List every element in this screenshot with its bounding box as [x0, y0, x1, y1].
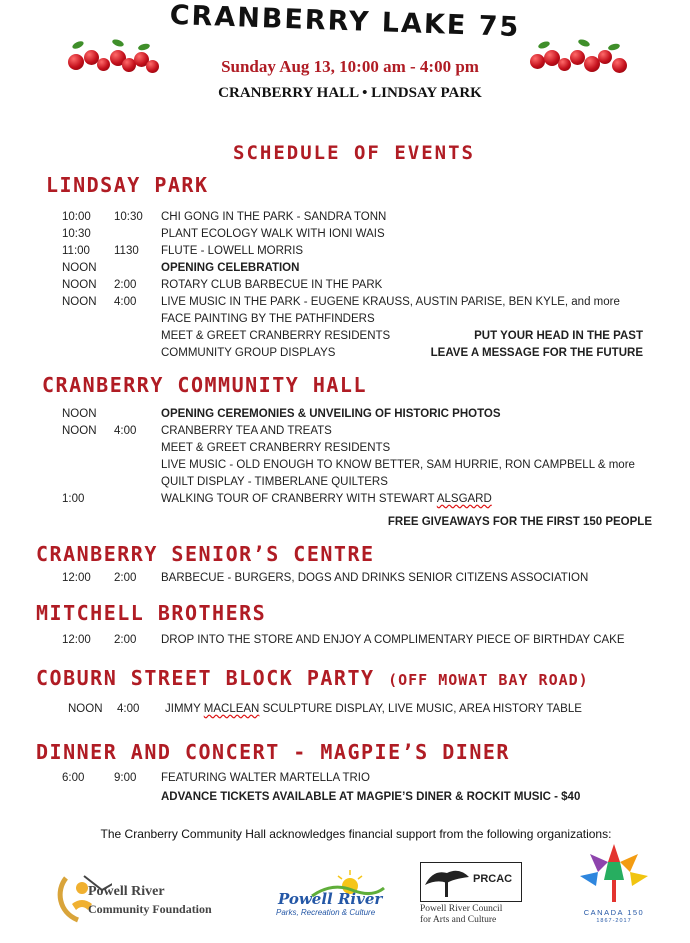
prpr-logo: [272, 868, 390, 920]
event-text: [165, 701, 582, 718]
time-end: 4:00: [117, 703, 140, 715]
event-text: ROTARY CLUB BARBECUE IN THE PARK: [161, 279, 383, 291]
time-end: 2:00: [114, 572, 137, 584]
giveaway-note: FREE GIVEAWAYS FOR THE FIRST 150 PEOPLE: [387, 516, 652, 528]
event-text: COMMUNITY GROUP DISPLAYS: [161, 347, 336, 359]
prcf-logo: [52, 866, 252, 926]
event-text-suffix: SCULPTURE DISPLAY, LIVE MUSIC, AREA HISTORY TABLE: [259, 703, 582, 715]
time-start: NOON: [62, 425, 97, 437]
schedule-row: [0, 226, 690, 243]
canada-150-name: CANADA 150: [583, 908, 645, 917]
schedule-row: [0, 491, 690, 508]
event-venue: CRANBERRY HALL • LINDSAY PARK: [218, 85, 482, 101]
prcac-tree-icon: [423, 865, 473, 899]
side-note: PUT YOUR HEAD IN THE PAST: [474, 330, 643, 342]
time-start: 12:00: [62, 634, 91, 646]
schedule-row: [0, 423, 690, 440]
schedule-row: [0, 328, 690, 345]
schedule-row: [0, 209, 690, 226]
side-note: LEAVE A MESSAGE FOR THE FUTURE: [430, 347, 643, 359]
coburn-subtitle: (OFF MOWAT BAY ROAD): [388, 671, 589, 689]
time-start: 6:00: [62, 772, 85, 784]
event-text: LIVE MUSIC IN THE PARK - EUGENE KRAUSS, AUSTIN PARISE, BEN KYLE, and more: [161, 296, 620, 308]
time-start: 12:00: [62, 572, 91, 584]
dinner-concert-row: [0, 770, 690, 787]
time-end: 2:00: [114, 634, 137, 646]
guide-name: ALSGARD: [436, 493, 492, 505]
time-end: 9:00: [114, 772, 137, 784]
event-text: FACE PAINTING BY THE PATHFINDERS: [161, 313, 375, 325]
event-text: LIVE MUSIC - OLD ENOUGH TO KNOW BETTER, SAM HURRIE, RON CAMPBELL & more: [161, 459, 635, 471]
event-text: QUILT DISPLAY - TIMBERLANE QUILTERS: [161, 476, 388, 488]
schedule-row: [0, 260, 690, 277]
time-start: 10:30: [62, 228, 91, 240]
time-end: 2:00: [114, 279, 137, 291]
prcf-name-line2: Community Foundation: [88, 902, 212, 916]
event-text-prefix: WALKING TOUR OF CRANBERRY WITH STEWART: [161, 493, 437, 505]
section-title-lindsay-park: LINDSAY PARK: [46, 173, 209, 197]
time-start: 10:00: [62, 211, 91, 223]
community-hall-schedule: [0, 406, 690, 508]
schedule-row: [0, 294, 690, 311]
sculptor-name: MACLEAN: [203, 703, 260, 715]
schedule-row: [0, 277, 690, 294]
section-title-coburn-street: [36, 666, 589, 690]
section-title-seniors-centre: CRANBERRY SENIOR’S CENTRE: [36, 542, 375, 566]
event-text: PLANT ECOLOGY WALK WITH IONI WAIS: [161, 228, 385, 240]
schedule-heading: SCHEDULE OF EVENTS: [233, 142, 475, 164]
event-text: BARBECUE - BURGERS, DOGS AND DRINKS SENIOR CITIZENS ASSOCIATION: [161, 572, 589, 584]
prcf-name-line1: Powell River: [88, 884, 165, 899]
time-start: NOON: [62, 408, 97, 420]
event-text: DROP INTO THE STORE AND ENJOY A COMPLIMENTARY PIECE OF BIRTHDAY CAKE: [161, 634, 625, 646]
event-text: MEET & GREET CRANBERRY RESIDENTS: [161, 330, 391, 342]
event-text: OPENING CEREMONIES & UNVEILING OF HISTORIC PHOTOS: [161, 408, 501, 420]
event-text: [161, 491, 492, 508]
mitchell-brothers-row: [0, 632, 690, 649]
coburn-title: COBURN STREET BLOCK PARTY: [36, 666, 375, 690]
time-start: NOON: [68, 703, 103, 715]
time-start: NOON: [62, 296, 97, 308]
canada-150-logo: [578, 842, 650, 928]
time-end: 1130: [114, 245, 139, 257]
event-date: Sunday Aug 13, 10:00 am - 4:00 pm: [221, 57, 479, 76]
prcac-badge: PRCAC: [473, 873, 513, 885]
time-start: NOON: [62, 262, 97, 274]
time-end: 10:30: [114, 211, 143, 223]
prpr-name: Powell River: [278, 890, 383, 908]
section-title-dinner-concert: DINNER AND CONCERT - MAGPIE’S DINER: [36, 740, 510, 764]
sponsor-acknowledgement: The Cranberry Community Hall acknowledges financial support from the following organizations:: [100, 827, 612, 841]
prcac-name-line1: Powell River Council: [420, 904, 503, 914]
time-start: 11:00: [62, 245, 90, 257]
time-end: 4:00: [114, 425, 137, 437]
prcac-logo: [420, 862, 530, 928]
event-text-prefix: JIMMY: [165, 703, 204, 715]
event-text: CRANBERRY TEA AND TREATS: [161, 425, 332, 437]
schedule-row: [0, 406, 690, 423]
event-text: OPENING CELEBRATION: [161, 262, 300, 274]
ticket-info: ADVANCE TICKETS AVAILABLE AT MAGPIE’S DINER & ROCKIT MUSIC - $40: [161, 791, 581, 803]
seniors-centre-row: [0, 570, 690, 587]
schedule-row: [0, 243, 690, 260]
schedule-row: [0, 440, 690, 457]
schedule-row: [0, 311, 690, 328]
prcac-name-line2: for Arts and Culture: [420, 915, 497, 925]
event-text: FEATURING WALTER MARTELLA TRIO: [161, 772, 370, 784]
time-end: 4:00: [114, 296, 137, 308]
prpr-subtitle: Parks, Recreation & Culture: [276, 908, 376, 917]
section-title-community-hall: CRANBERRY COMMUNITY HALL: [42, 373, 367, 397]
canada-150-maple-leaf-icon: [578, 842, 650, 906]
section-title-mitchell-brothers: MITCHELL BROTHERS: [36, 601, 267, 625]
event-text: MEET & GREET CRANBERRY RESIDENTS: [161, 442, 391, 454]
time-start: 1:00: [62, 493, 85, 505]
schedule-row: [0, 457, 690, 474]
prcac-frame: [420, 862, 522, 902]
lindsay-park-schedule: [0, 209, 690, 362]
page-title: CRANBERRY LAKE 75: [169, 0, 521, 44]
coburn-street-row: [0, 701, 690, 718]
schedule-row: [0, 345, 690, 362]
time-start: NOON: [62, 279, 97, 291]
event-text: CHI GONG IN THE PARK - SANDRA TONN: [161, 211, 387, 223]
event-text: FLUTE - LOWELL MORRIS: [161, 245, 304, 257]
schedule-row: [0, 474, 690, 491]
canada-150-years: 1867-2017: [596, 918, 632, 924]
